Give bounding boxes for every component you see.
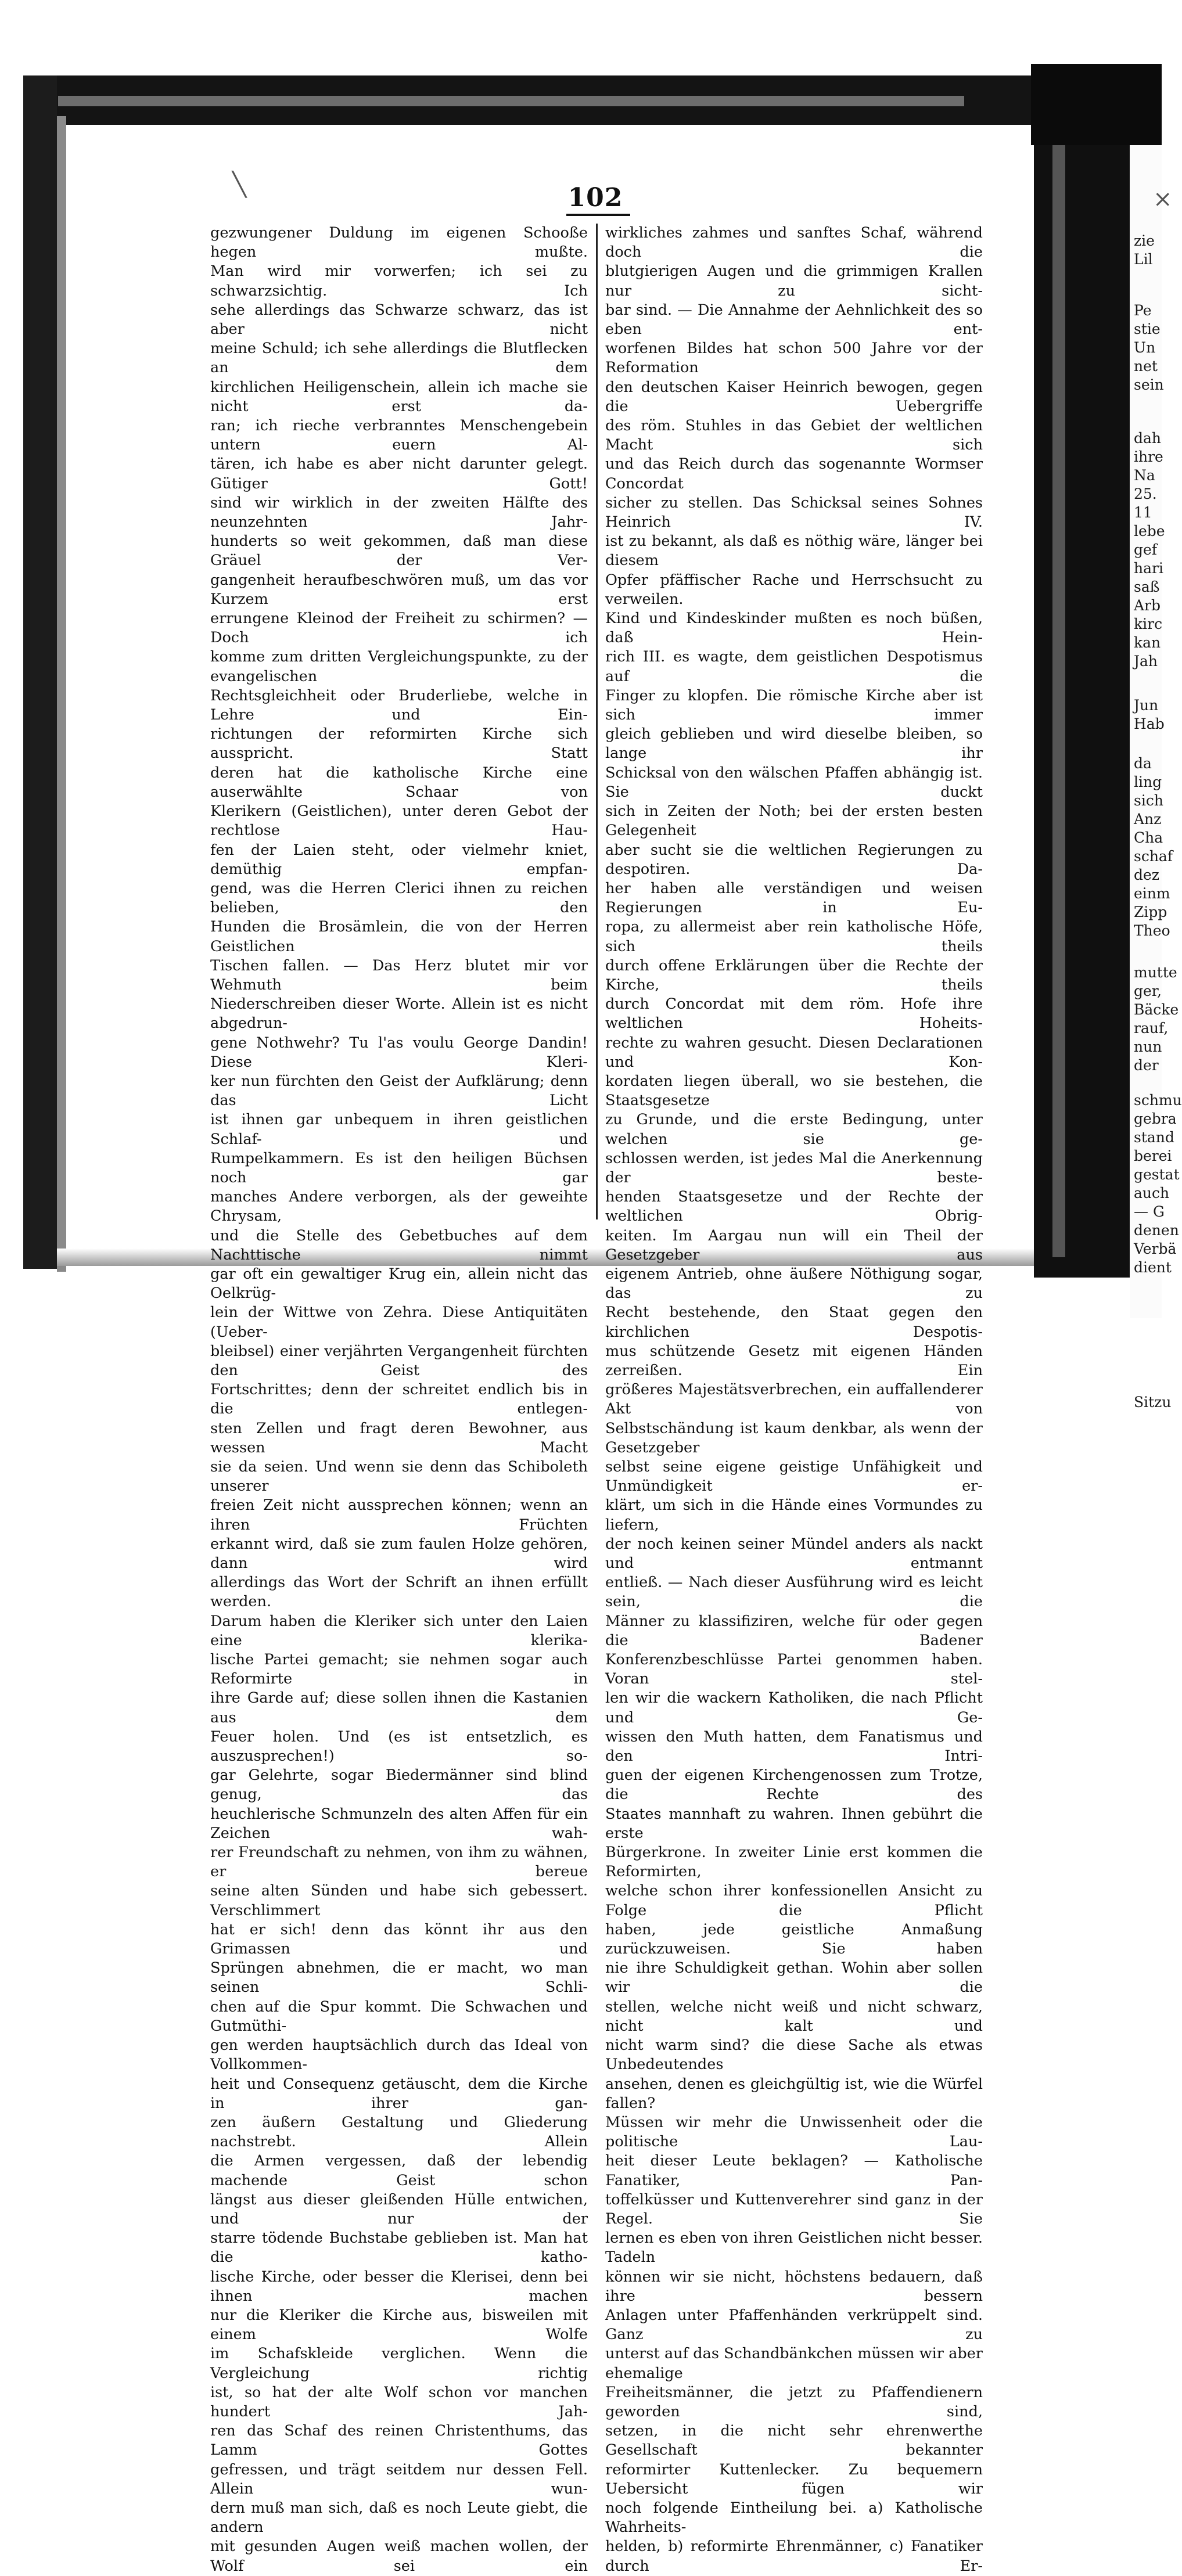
text-line: längst aus dieser gleißenden Hülle entwichen, und nur der: [210, 2190, 588, 2228]
paragraph: [210, 224, 588, 2576]
text-line: kirchlichen Heiligenschein, allein ich mache sie nicht erst da-: [210, 378, 588, 415]
text-column-right: [605, 224, 983, 2576]
facing-page-fragment: Cha: [1134, 829, 1163, 846]
text-line: ist, so hat der alte Wolf schon vor manchen hundert Jah-: [210, 2383, 588, 2420]
text-line: Opfer pfäffischer Rache und Herrschsucht zu verweilen.: [605, 571, 983, 608]
text-line: lische Partei gemacht; sie nehmen sogar auch Reformirte in: [210, 1651, 588, 1688]
text-line: Anlagen unter Pfaffenhänden verkrüppelt sind. Ganz zu: [605, 2306, 983, 2344]
facing-page-fragment: kan: [1134, 634, 1161, 651]
text-line: können wir sie nicht, höchstens bedauern, daß ihre bessern: [605, 2268, 983, 2305]
facing-page-fragment: 25.: [1134, 485, 1157, 502]
text-line: mus schützende Gesetz mit eigenen Händen zerreißen. Ein: [605, 1342, 983, 1379]
text-line: Recht bestehende, den Staat gegen den kirchlichen Despotis-: [605, 1304, 983, 1341]
text-line: sehe allerdings das Schwarze schwarz, das ist aber nicht: [210, 301, 588, 339]
facing-page-fragment: sein: [1134, 376, 1164, 393]
text-line: heuchlerische Schmunzeln des alten Affen für ein Zeichen wah-: [210, 1805, 588, 1842]
text-line: Kind und Kindeskinder mußten es noch büßen, daß Hein-: [605, 610, 983, 647]
text-line: lernen es eben von ihren Geistlichen nicht besser. Tadeln: [605, 2229, 983, 2266]
text-line: Konferenzbeschlüsse Partei genommen haben. Voran stel-: [605, 1651, 983, 1688]
facing-page-fragment: mutte: [1134, 964, 1177, 981]
text-line: und das Reich durch das sogenannte Wormser Concordat: [605, 455, 983, 492]
facing-page-fragment: zie: [1134, 232, 1155, 249]
scan-corner-shadow: [1031, 64, 1162, 145]
text-line: Hunden die Brosämlein, die von der Herren Geistlichen: [210, 918, 588, 955]
facing-page-fragment: Bäcke: [1134, 1001, 1179, 1018]
text-line: Klerikern (Geistlichen), unter deren Gebot der rechtlose Hau-: [210, 803, 588, 840]
text-line: ran; ich rieche verbranntes Menschengebein untern euern Al-: [210, 417, 588, 454]
text-line: seine alten Sünden und habe sich gebessert. Verschlimmert: [210, 1882, 588, 1919]
text-line: wirkliches zahmes und sanftes Schaf, während doch die: [605, 224, 983, 261]
text-line: durch offene Erklärungen über die Rechte der Kirche, theils: [605, 956, 983, 994]
text-line: Man wird mir vorwerfen; ich sei zu schwarzsichtig. Ich: [210, 262, 588, 300]
text-line: durch Concordat mit dem röm. Hofe ihre weltlichen Hoheits-: [605, 995, 983, 1032]
text-line: der noch keinen seiner Mündel anders als nackt und entmannt: [605, 1535, 983, 1573]
text-line: ropa, zu allermeist aber rein katholische Höfe, sich theils: [605, 918, 983, 955]
text-line: Sprüngen abnehmen, die er macht, wo man seinen Schli-: [210, 1959, 588, 1996]
text-line: ist zu bekannt, als daß es nöthig wäre, länger bei diesem: [605, 533, 983, 570]
text-line: sind wir wirklich in der zweiten Hälfte des neunzehnten Jahr-: [210, 494, 588, 531]
facing-page-fragment: Un: [1134, 339, 1156, 356]
text-line: helden, b) reformirte Ehrenmänner, c) Fanatiker durch Er-: [605, 2538, 983, 2575]
text-line: guen der eigenen Kirchengenossen zum Trotze, die Rechte des: [605, 1766, 983, 1804]
facing-page-fragment: berei: [1134, 1147, 1172, 1164]
facing-page-fragment: schaf: [1134, 848, 1173, 865]
text-line: keiten. Im Aargau nun will ein Theil der Gesetzgeber aus: [605, 1226, 983, 1264]
text-line: fen der Laien steht, oder vielmehr kniet, demüthig empfan-: [210, 841, 588, 878]
text-line: welche schon ihrer konfessionellen Ansicht zu Folge die Pflicht: [605, 1882, 983, 1919]
text-line: die Armen vergessen, daß der lebendig machende Geist schon: [210, 2152, 588, 2189]
facing-page-fragment: auch: [1134, 1185, 1170, 1201]
facing-page-fragment: Lil: [1134, 251, 1153, 268]
text-line: errungene Kleinod der Freiheit zu schirmen? — Doch ich: [210, 610, 588, 647]
text-line: entließ. — Nach dieser Ausführung wird es leicht sein, die: [605, 1574, 983, 1611]
text-line: des röm. Stuhles in das Gebiet der weltlichen Macht sich: [605, 417, 983, 454]
text-line: lein der Wittwe von Zehra. Diese Antiquitäten (Ueber-: [210, 1304, 588, 1341]
text-line: reformirter Kuttenlecker. Zu bequemern Uebersicht fügen wir: [605, 2460, 983, 2498]
text-line: Rumpelkammern. Es ist den heiligen Büchsen noch gar: [210, 1149, 588, 1186]
facing-page-fragment: Jun: [1134, 697, 1159, 714]
text-line: manches Andere verborgen, als der geweihte Chrysam,: [210, 1188, 588, 1225]
text-line: lische Kirche, oder besser die Klerisei, denn bei ihnen machen: [210, 2268, 588, 2305]
text-line: gleich geblieben und wird dieselbe bleiben, so lange ihr: [605, 725, 983, 762]
text-line: komme zum dritten Vergleichungspunkte, zu der evangelischen: [210, 648, 588, 685]
text-line: Freiheitsmänner, die jetzt zu Pfaffendienern geworden sind,: [605, 2383, 983, 2420]
facing-page-fragment: Hab: [1134, 715, 1165, 732]
text-line: allerdings das Wort der Schrift an ihnen erfüllt werden.: [210, 1574, 588, 1611]
text-line: heit und Consequenz getäuscht, dem die Kirche in ihrer gan-: [210, 2075, 588, 2112]
facing-page-fragment: Jah: [1134, 653, 1158, 670]
text-line: im Schafskleide verglichen. Wenn die Vergleichung richtig: [210, 2345, 588, 2382]
text-line: her haben alle verständigen und weisen Regierungen in Eu-: [605, 879, 983, 917]
facing-page-fragment: Verbä: [1134, 1240, 1177, 1257]
text-line: chen auf die Spur kommt. Die Schwachen und Gutmüthi-: [210, 1998, 588, 2035]
text-line: kordaten liegen überall, wo sie bestehen, die Staatsgesetze: [605, 1072, 983, 1110]
text-line: ker nun fürchten den Geist der Aufklärung; denn das Licht: [210, 1072, 588, 1110]
facing-page-fragment: gestat: [1134, 1166, 1180, 1183]
text-line: ren das Schaf des reinen Christenthums, das Lamm Gottes: [210, 2422, 588, 2459]
facing-page-fragment: 11: [1134, 504, 1152, 521]
text-line: bar sind. — Die Annahme der Aehnlichkeit des so eben ent-: [605, 301, 983, 339]
text-line: sicher zu stellen. Das Schicksal seines Sohnes Heinrich IV.: [605, 494, 983, 531]
stray-pen-mark: ╲: [232, 171, 247, 198]
facing-page-fragment: Sitzu: [1134, 1394, 1172, 1411]
text-line: eigenem Antrieb, ohne äußere Nöthigung sogar, das zu: [605, 1265, 983, 1303]
facing-page-fragment: hari: [1134, 560, 1163, 577]
scan-binding-gutter: [1034, 75, 1130, 1278]
facing-page-fragment: ihre: [1134, 448, 1163, 465]
text-line: heit dieser Leute beklagen? — Katholische Fanatiker, Pan-: [605, 2152, 983, 2189]
text-line: Rechtsgleichheit oder Bruderliebe, welche in Lehre und Ein-: [210, 686, 588, 724]
page-number-rule: [566, 214, 630, 216]
facing-page-fragment: denen: [1134, 1222, 1179, 1239]
text-line: rer Freundschaft zu nehmen, von ihm zu wähnen, er bereue: [210, 1844, 588, 1881]
text-line: sten Zellen und fragt deren Bewohner, aus wessen Macht: [210, 1419, 588, 1456]
text-line: Bürgerkrone. In zweiter Linie erst kommen die Reformirten,: [605, 1844, 983, 1881]
text-line: Fortschrittes; denn der schreitet endlich bis in die entlegen-: [210, 1381, 588, 1418]
text-line: Staates mannhaft zu wahren. Ihnen gebührt die erste: [605, 1805, 983, 1842]
text-line: worfenen Bildes hat schon 500 Jahre vor der Reformation: [605, 340, 983, 377]
facing-page-fragment: gef: [1134, 541, 1158, 558]
text-line: Finger zu klopfen. Die römische Kirche aber ist sich immer: [605, 686, 983, 724]
text-line: hunderts so weit gekommen, daß man diese Gräuel der Ver-: [210, 533, 588, 570]
text-line: zu Grunde, und die erste Bedingung, unter welchen sie ge-: [605, 1111, 983, 1148]
text-line: richtungen der reformirten Kirche sich ausspricht. Statt: [210, 725, 588, 762]
facing-page-fragment: Pe: [1134, 302, 1152, 319]
text-line: gangenheit heraufbeschwören muß, um das vor Kurzem erst: [210, 571, 588, 608]
text-line: nie ihre Schuldigkeit gethan. Wohin aber sollen wir die: [605, 1959, 983, 1996]
facing-page-fragment: sich: [1134, 792, 1163, 809]
text-line: rich III. es wagte, dem geistlichen Despotismus auf die: [605, 648, 983, 685]
text-line: hat er sich! denn das könnt ihr aus den Grimassen und: [210, 1920, 588, 1958]
text-line: gene Nothwehr? Tu l'as voulu George Dandin! Diese Kleri-: [210, 1034, 588, 1071]
text-line: gar Gelehrte, sogar Biedermänner sind blind genug, das: [210, 1766, 588, 1804]
facing-page-fragment: der: [1134, 1057, 1159, 1074]
page-number: 102: [567, 183, 623, 213]
facing-page-fragment: schmu: [1134, 1092, 1182, 1109]
text-line: ihre Garde auf; diese sollen ihnen die Kastanien aus dem: [210, 1689, 588, 1726]
text-line: starre tödende Buchstabe geblieben ist. Man hat die katho-: [210, 2229, 588, 2266]
facing-page-fragment: dient: [1134, 1259, 1172, 1276]
text-line: unterst auf das Schandbänkchen müssen wir aber ehemalige: [605, 2345, 983, 2382]
text-line: größeres Majestätsverbrechen, ein auffallenderer Akt von: [605, 1381, 983, 1418]
text-line: Schicksal von den wälschen Pfaffen abhängig ist. Sie duckt: [605, 764, 983, 801]
text-line: gezwungener Duldung im eigenen Schooße hegen mußte.: [210, 224, 588, 261]
scan-border-left-inner: [57, 116, 66, 1272]
text-line: setzen, in die nicht sehr ehrenwerthe Gesellschaft bekannter: [605, 2422, 983, 2459]
facing-page-fragment: gebra: [1134, 1110, 1177, 1127]
text-line: Darum haben die Kleriker sich unter den Laien eine klerika-: [210, 1612, 588, 1649]
facing-page-fragment: stie: [1134, 321, 1161, 337]
facing-page-fragment: Anz: [1134, 811, 1162, 828]
text-line: klärt, um sich in die Hände eines Vormundes zu liefern,: [605, 1496, 983, 1534]
facing-page-fragment: dez: [1134, 866, 1159, 883]
facing-page-fragment: kirc: [1134, 616, 1163, 632]
scan-border-top-highlight: [58, 96, 964, 106]
text-line: Selbstschändung ist kaum denkbar, als wenn der Gesetzgeber: [605, 1419, 983, 1456]
text-line: wissen den Muth hatten, dem Fanatismus und den Intri-: [605, 1728, 983, 1765]
text-line: freien Zeit nicht aussprechen können; wenn an ihren Früchten: [210, 1496, 588, 1534]
text-line: Männer zu klassifiziren, welche für oder gegen die Badener: [605, 1612, 983, 1649]
facing-page-fragment: net: [1134, 358, 1158, 375]
text-line: nur die Kleriker die Kirche aus, bisweilen mit einem Wolfe: [210, 2306, 588, 2344]
text-line: und die Stelle des Gebetbuches auf dem Nachttische nimmt: [210, 1226, 588, 1264]
text-line: schlossen werden, ist jedes Mal die Anerkennung der beste-: [605, 1149, 983, 1186]
text-line: mit gesunden Augen weiß machen wollen, der Wolf sei ein: [210, 2538, 588, 2575]
text-line: nicht warm sind? die diese Sache als etwas Unbedeutendes: [605, 2037, 983, 2074]
facing-page-fragment: ger,: [1134, 983, 1162, 999]
text-line: zen äußern Gestaltung und Gliederung nachstrebt. Allein: [210, 2113, 588, 2151]
text-line: dern muß man sich, daß es noch Leute giebt, die andern: [210, 2499, 588, 2537]
text-line: Tischen fallen. — Das Herz blutet mir vor Wehmuth beim: [210, 956, 588, 994]
facing-page-fragment: Arb: [1134, 597, 1161, 614]
facing-page-fragment: stand: [1134, 1129, 1174, 1146]
text-line: aber sucht sie die weltlichen Regierungen zu despotiren. Da-: [605, 841, 983, 878]
facing-page-fragment: lebe: [1134, 523, 1165, 539]
text-line: deren hat die katholische Kirche eine auserwählte Schaar von: [210, 764, 588, 801]
text-column-left: [210, 224, 588, 2576]
text-line: tären, ich habe es aber nicht darunter gelegt. Gütiger Gott!: [210, 455, 588, 492]
facing-page-fragment: da: [1134, 755, 1152, 772]
text-line: gar oft ein gewaltiger Krug ein, allein nicht das Oelkrüg-: [210, 1265, 588, 1303]
text-line: Niederschreiben dieser Worte. Allein ist es nicht abgedrun-: [210, 995, 588, 1032]
facing-page-fragment: Theo: [1134, 922, 1170, 939]
facing-page-fragment: ling: [1134, 773, 1162, 790]
text-line: henden Staatsgesetze und der Rechte der weltlichen Obrig-: [605, 1188, 983, 1225]
text-line: noch folgende Eintheilung bei. a) Katholische Wahrheits-: [605, 2499, 983, 2537]
text-line: toffelküsser und Kuttenverehrer sind ganz in der Regel. Sie: [605, 2190, 983, 2228]
text-line: den deutschen Kaiser Heinrich bewogen, gegen die Uebergriffe: [605, 378, 983, 415]
facing-page-fragment: Zipp: [1134, 904, 1167, 920]
stray-pen-mark: ×: [1153, 186, 1173, 213]
text-line: blutgierigen Augen und die grimmigen Krallen nur zu sicht-: [605, 262, 983, 300]
text-line: selbst seine eigene geistige Unfähigkeit und Unmündigkeit er-: [605, 1458, 983, 1495]
scan-border-left: [23, 75, 57, 1269]
text-line: ist ihnen gar unbequem in ihren geistlichen Schlaf- und: [210, 1111, 588, 1148]
text-line: Müssen wir mehr die Unwissenheit oder die politische Lau-: [605, 2113, 983, 2151]
scan-binding-gap: [1052, 119, 1065, 1257]
text-line: erkannt wird, daß sie zum faulen Holze gehören, dann wird: [210, 1535, 588, 1573]
facing-page-fragment: saß: [1134, 578, 1160, 595]
facing-page-fragment: — G: [1134, 1203, 1165, 1220]
text-line: stellen, welche nicht weiß und nicht schwarz, nicht kalt und: [605, 1998, 983, 2035]
text-line: len wir die wackern Katholiken, die nach Pflicht und Ge-: [605, 1689, 983, 1726]
column-divider: [596, 224, 598, 1219]
text-line: sich in Zeiten der Noth; bei der ersten besten Gelegenheit: [605, 803, 983, 840]
facing-page-fragment: dah: [1134, 430, 1162, 447]
facing-page-fragment: nun: [1134, 1038, 1162, 1055]
paragraph: [605, 224, 983, 2576]
text-line: rechte zu wahren gesucht. Diesen Declarationen und Kon-: [605, 1034, 983, 1071]
text-line: sie da seien. Und wenn sie denn das Schiboleth unserer: [210, 1458, 588, 1495]
text-line: gend, was die Herren Clerici ihnen zu reichen belieben, den: [210, 879, 588, 917]
facing-page-fragment: rauf,: [1134, 1020, 1169, 1037]
text-line: gen werden hauptsächlich durch das Ideal von Vollkommen-: [210, 2037, 588, 2074]
text-line: ansehen, denen es gleichgültig ist, wie die Würfel fallen?: [605, 2075, 983, 2112]
text-line: meine Schuld; ich sehe allerdings die Blutflecken an dem: [210, 340, 588, 377]
text-line: gefressen, und trägt seitdem nur dessen Fell. Allein wun-: [210, 2460, 588, 2498]
facing-page-fragment: Na: [1134, 467, 1155, 484]
text-line: haben, jede geistliche Anmaßung zurückzuweisen. Sie haben: [605, 1920, 983, 1958]
facing-page-fragment: einm: [1134, 885, 1170, 902]
text-line: Feuer holen. Und (es ist entsetzlich, es auszusprechen!) so-: [210, 1728, 588, 1765]
text-line: bleibsel) einer verjährten Vergangenheit fürchten den Geist des: [210, 1342, 588, 1379]
